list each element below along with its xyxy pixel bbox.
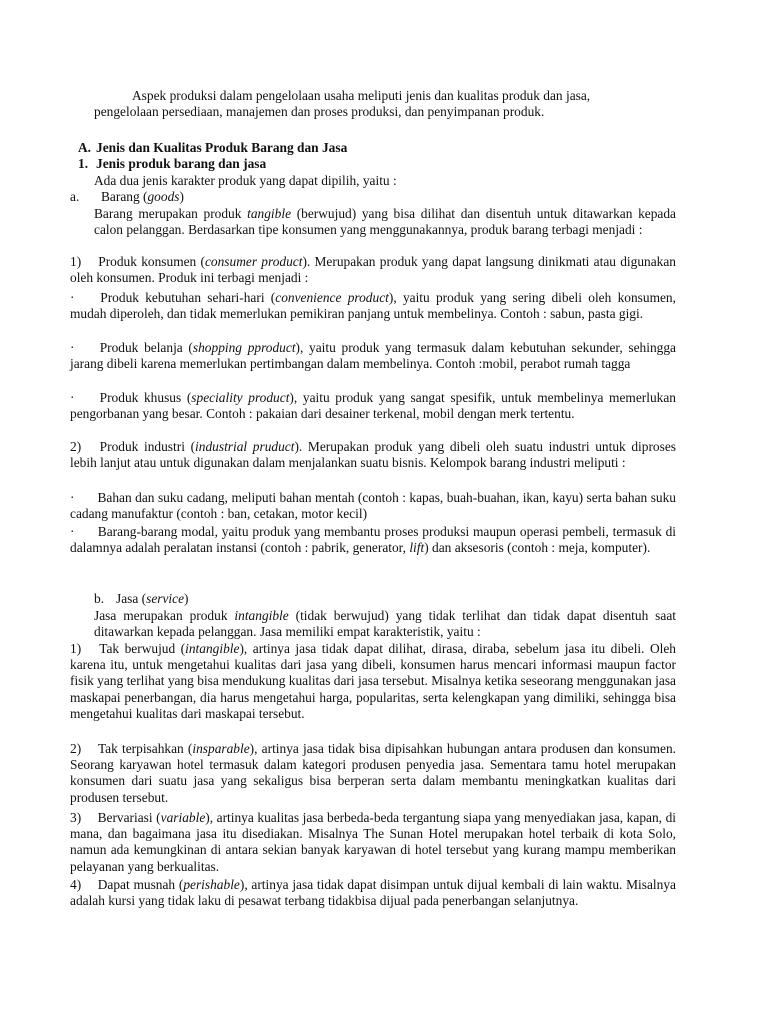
service-characteristic-perishable: 4) Dapat musnah (perishable), artinya jasa tidak dapat disimpan untuk dijual kembali di lain waktu. Misalnya adalah kursi yang tidak laku di pesawat terbang tidakbisa dijual pada penerbangan selanjutnya. [70,877,676,909]
industrial-product-marker: 2) [70,439,82,454]
service-item-marker: 4) [70,877,82,892]
section-1-marker: 1. [78,156,89,171]
consumer-product-item: 1) Produk konsumen (consumer product). Merupakan produk yang dapat langsung dinikmati atau digunakan oleh konsumen. Produk ini terbagi menjadi : [70,254,676,286]
section-1-title: Jenis produk barang dan jasa [96,156,267,171]
bullet-marker: · [70,390,75,405]
industrial-product-item: 2) Produk industri (industrial pruduct). Merupakan produk yang dibeli oleh suatu industri untuk diproses lebih lanjut atau untuk digunakan dalam menjalankan suatu bisnis. Kelompok barang industri meliputi : [70,439,676,471]
service-heading: b. Jasa (service) [94,591,189,606]
section-a-title: Jenis dan Kualitas Produk Barang dan Jasa [96,140,348,155]
shopping-product-item: · Produk belanja (shopping pproduct), yaitu produk yang termasuk dalam kebutuhan sekunder, sehingga jarang dibeli karena memerlukan pertimbangan dalam membelinya. Contoh :mobil, perabot rumah tagga [70,340,676,372]
consumer-product-marker: 1) [70,254,82,269]
capital-goods-item: · Barang-barang modal, yaitu produk yang membantu proses produksi maupun operasi pembeli, termasuk di dalamnya adalah peralatan instansi (contoh : pabrik, generator, lift) dan aksesoris (contoh : meja, komputer). [70,524,676,556]
bullet-marker: · [70,340,75,355]
section-1-heading [78,156,266,172]
convenience-product-item: · Produk kebutuhan sehari-hari (convenience product), yaitu produk yang sering dibeli oleh konsumen, mudah diperoleh, dan tidak memerlukan pemikiran panjang untuk membelinya. Contoh : sabun, pasta gigi. [70,290,676,322]
service-characteristic-inseparable: 2) Tak terpisahkan (insparable), artinya jasa tidak bisa dipisahkan hubungan antara produsen dan konsumen. Seorang karyawan hotel termasuk dalam kategori produsen penyedia jasa. Sementara tamu hotel merupakan konsumen dari suatu jasa yang sekaligus bisa berperan serta dalam membantu meningkatkan kualitas dari produsen tersebut. [70,741,676,805]
bullet-marker: · [70,490,75,505]
service-description: Jasa merupakan produk intangible (tidak berwujud) yang tidak terlihat dan tidak dapat disentuh saat ditawarkan kepada pelanggan. Jasa memiliki empat karakteristik, yaitu : [94,608,676,640]
goods-description: Barang merupakan produk tangible (berwujud) yang bisa dilihat dan disentuh untuk ditawarkan kepada calon pelanggan. Berdasarkan tipe konsumen yang menggunakannya, produk barang terbagi menjadi : [94,206,676,238]
service-item-marker: 3) [70,810,82,825]
service-item-marker: 2) [70,741,82,756]
intro-line-1: Aspek produksi dalam pengelolaan usaha meliputi jenis dan kualitas produk dan jasa, [132,88,591,103]
goods-heading: a. Barang (goods) [70,189,184,204]
materials-item: · Bahan dan suku cadang, meliputi bahan mentah (contoh : kapas, buah-buahan, ikan, kayu) serta bahan suku cadang manufaktur (contoh : ban, cetakan, motor kecil) [70,490,676,522]
goods-marker: a. [70,189,80,204]
bullet-marker: · [70,290,75,305]
section-a-heading [78,140,347,156]
specialty-product-item: · Produk khusus (speciality product), yaitu produk yang sangat spesifik, untuk membelinya memerlukan pengorbanan yang besar. Contoh : pakaian dari desainer terkenal, mobil dengan merk tertentu. [70,390,676,422]
section-a-marker: A. [78,140,92,155]
intro-line-2: pengelolaan persediaan, manajemen dan proses produksi, dan penyimpanan produk. [94,104,545,120]
service-characteristic-intangible: 1) Tak berwujud (intangible), artinya jasa tidak dapat dilihat, dirasa, diraba, sebelum jasa itu dibeli. Oleh karena itu, untuk mengetahui kualitas dari jasa yang dibeli, konsumen harus mencari informasi maupun factor fisik yang terlihat yang bisa mendukung kualitas dari jasa tersebut. Misalnya ketika seseorang menggunakan jasa maskapai penerbangan, dia harus mengetahui harga, popularitas, serta kelengkapan yang dimiliki, sehingga bisa mengetahui kualitas dari maskapai tersebut. [70,641,677,721]
intro-types-text: Ada dua jenis karakter produk yang dapat dipilih, yaitu : [94,173,397,188]
intro-paragraph [94,88,676,120]
service-characteristic-variable: 3) Bervariasi (variable), artinya kualitas jasa berbeda-beda tergantung siapa yang menyediakan jasa, kapan, di mana, dan bagaimana jasa itu disediakan. Misalnya The Sunan Hotel merupakan hotel terbaik di kota Solo, namun ada kemungkinan di antara sekian banyak karyawan di hotel tersebut yang kurang mampu memberikan pelayanan yang berkualitas. [70,810,676,874]
bullet-marker: · [70,524,75,539]
service-marker: b. [94,591,105,606]
service-item-marker: 1) [70,641,82,656]
